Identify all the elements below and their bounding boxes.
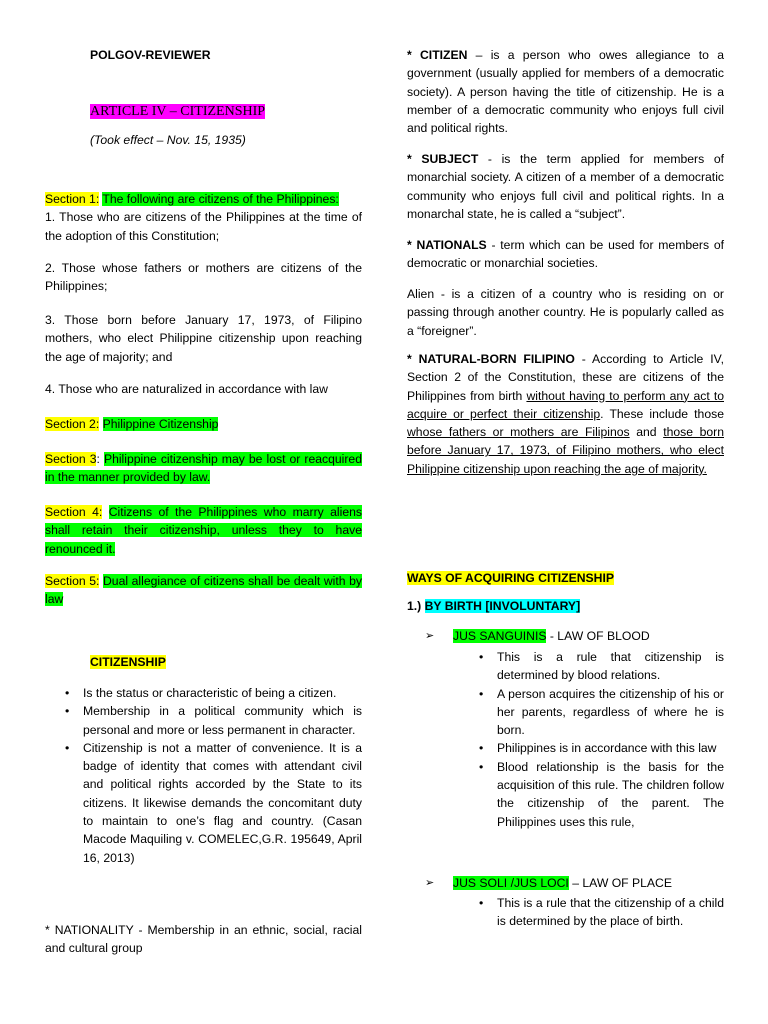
section-1-label: Section 1: xyxy=(45,192,100,206)
list-item: • Citizenship is not a matter of convenience. It is a badge of identity that comes with attendant civil and political rights accorded by the State to its citizens. It likewise demands the concomitant duty to maintain to one’s flag and country. (Casan Macode Maquiling v. COMELEC,G.R. 195649, April 16, 2013) xyxy=(45,739,362,867)
citizen-definition: * CITIZEN – is a person who owes allegiance to a government (usually applied for members of a democratic society). A person having the title of citizenship. He is a member of a democratic community who enjoys full civil and political rights. xyxy=(407,48,725,136)
section-5-text: Dual allegiance of citizens shall be dealt with by law xyxy=(45,574,363,607)
jus-sanguinis-bullets xyxy=(479,648,724,831)
section-4-text: Citizens of the Philippines who marry aliens shall retain their citizenship, unless they to have renounced it. xyxy=(45,505,363,556)
section-3-label: Section 3 xyxy=(45,452,97,466)
article-effect-date: (Took effect – Nov. 15, 1935) xyxy=(90,133,246,147)
jus-soli-term: JUS SOLI /JUS LOCI xyxy=(453,876,569,890)
section-4 xyxy=(45,503,362,558)
section-1-item: 1. Those who are citizens of the Philippines at the time of the adoption of this Constitution; xyxy=(45,210,362,243)
section-4-label: Section 4: xyxy=(45,505,103,519)
nationality-definition: * NATIONALITY - Membership in an ethnic, social, racial and cultural group xyxy=(45,923,362,956)
document-header: POLGOV-REVIEWER xyxy=(90,48,211,62)
subject-definition: * SUBJECT - is the term applied for members of monarchial society. A citizen of a member of a democratic community who enjoys full civil and political rights. In a monarchal state, he is called a “subject”. xyxy=(407,152,725,221)
section-2-label: Section 2: xyxy=(45,417,100,431)
list-item: • Is the status or characteristic of being a citizen. xyxy=(45,684,362,702)
section-1 xyxy=(45,190,362,245)
nationality-term: * NATIONALITY xyxy=(45,923,134,937)
section-3: Section 3: Philippine citizenship may be lost or reacquired in the manner provided by law. xyxy=(45,452,362,485)
section-1-title: The following are citizens of the Philippines: xyxy=(102,192,339,206)
jus-sanguinis-term: JUS SANGUINIS xyxy=(453,629,547,643)
arrow-bullet-icon: ➢ xyxy=(425,630,435,642)
list-item: • This is a rule that citizenship is determined by blood relations. xyxy=(479,648,724,685)
section-1-item: 3. Those born before January 17, 1973, of Filipino mothers, who elect Philippine citizenship upon reaching the age of majority; and xyxy=(45,313,362,364)
citizen-term: * CITIZEN xyxy=(407,48,468,62)
subject-term: * SUBJECT xyxy=(407,152,479,166)
section-5 xyxy=(45,572,362,609)
natural-born-definition: * NATURAL-BORN FILIPINO - According to Article IV, Section 2 of the Constitution, these are citizens of the Philippines from birth without having to perform any act to acquire or perfect their citizenship. These include those whose fathers or mothers are Filipinos and those born before January 17, 1973, of Filipino mothers, who elect Philippine citizenship upon reaching the age of majority. xyxy=(407,352,724,476)
section-3-text: Philippine citizenship may be lost or reacquired in the manner provided by law. xyxy=(45,452,362,485)
jus-soli-bullets xyxy=(479,894,724,931)
list-item: • Philippines is in accordance with this law xyxy=(479,739,724,757)
section-1-item: 2. Those whose fathers or mothers are citizens of the Philippines; xyxy=(45,261,362,294)
arrow-bullet-icon: ➢ xyxy=(425,877,435,889)
by-birth-heading: 1.) BY BIRTH [INVOLUNTARY] xyxy=(407,599,581,613)
alien-definition: Alien - is a citizen of a country who is residing on or passing through another country. He is popularly called as a “foreigner”. xyxy=(407,287,724,338)
list-item: • A person acquires the citizenship of his or her parents, regardless of where he is born. xyxy=(479,685,724,740)
section-2 xyxy=(45,415,362,433)
section-5-label: Section 5: xyxy=(45,574,100,588)
section-1-item: 4. Those who are naturalized in accordance with law xyxy=(45,382,328,396)
citizenship-heading: CITIZENSHIP xyxy=(90,655,166,669)
natural-born-term: * NATURAL-BORN FILIPINO xyxy=(407,352,575,366)
nationals-term: * NATIONALS xyxy=(407,238,487,252)
list-item: • Membership in a political community which is personal and more or less permanent in character. xyxy=(45,702,362,739)
list-item: • This is a rule that the citizenship of a child is determined by the place of birth. xyxy=(479,894,724,931)
article-title: ARTICLE IV – CITIZENSHIP xyxy=(90,104,266,119)
list-item: • Blood relationship is the basis for the acquisition of this rule. The children follow the citizenship of the parent. The Philippines uses this rule, xyxy=(479,758,724,831)
ways-heading: WAYS OF ACQUIRING CITIZENSHIP xyxy=(407,571,614,585)
section-2-text: Philippine Citizenship xyxy=(102,417,219,431)
nationals-definition: * NATIONALS - term which can be used for members of democratic or monarchial societies. xyxy=(407,238,724,271)
citizenship-bullets xyxy=(45,684,362,867)
